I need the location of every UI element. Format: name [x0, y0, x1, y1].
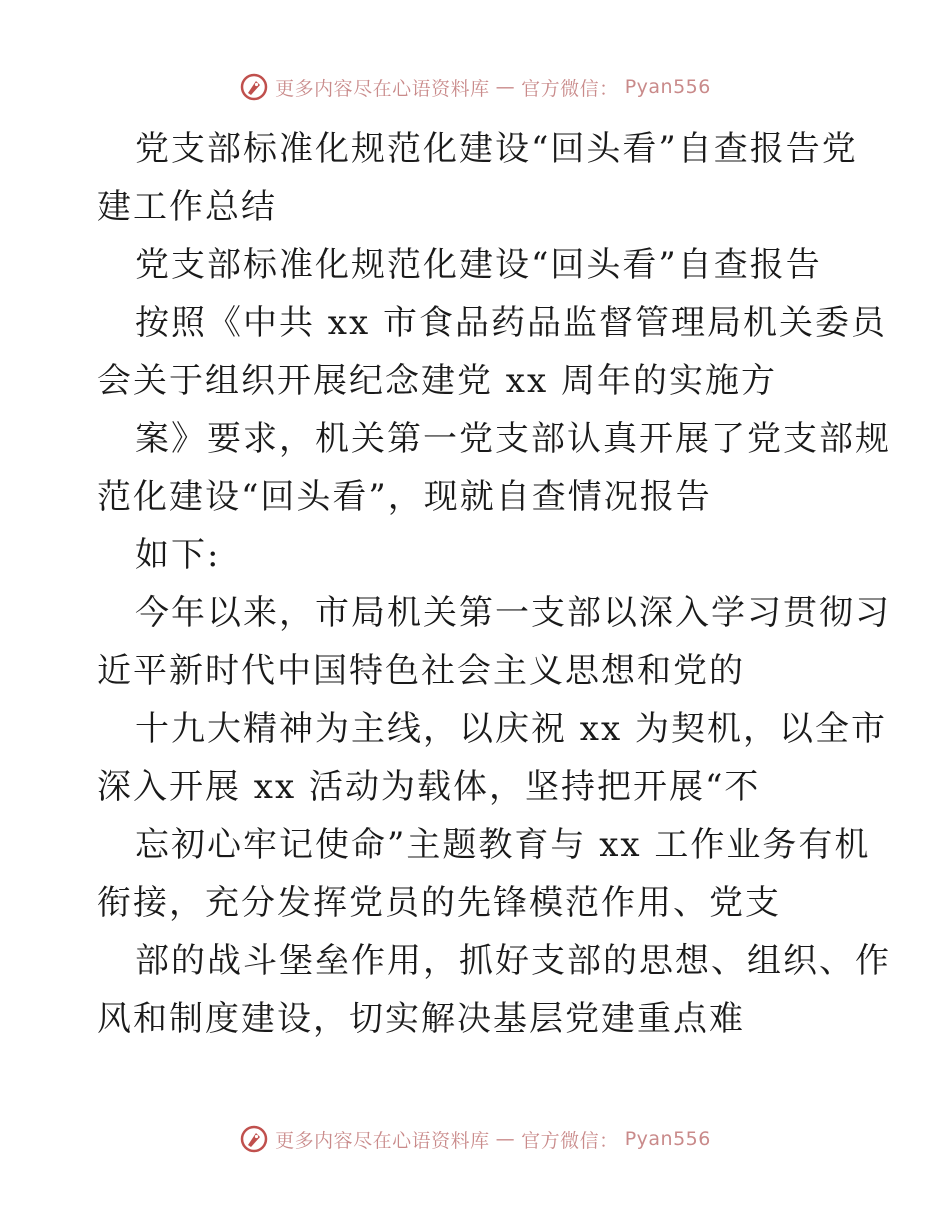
document-body: [97, 120, 891, 1048]
watermark-wechat-id: Pyan556: [624, 76, 711, 98]
doc-line: 部的战斗堡垒作用，抓好支部的思想、组织、作: [135, 941, 891, 981]
doc-line: 近平新时代中国特色社会主义思想和党的: [97, 651, 745, 691]
pen-nib-seal-logo-icon: [239, 72, 269, 102]
watermark-site-name: 更多内容尽在心语资料库: [275, 77, 490, 100]
watermark-wechat-id: Pyan556: [624, 1128, 711, 1150]
doc-line: 党支部标准化规范化建设“回头看”自查报告党: [135, 129, 858, 169]
doc-line: 如下:: [135, 535, 221, 575]
footer-watermark: [0, 1124, 950, 1154]
doc-line: 十九大精神为主线，以庆祝 xx 为契机，以全市: [135, 709, 887, 749]
watermark-wechat-label: 官方微信：: [521, 77, 619, 100]
doc-line: 会关于组织开展纪念建党 xx 周年的实施方: [97, 361, 777, 401]
watermark-dash: —: [495, 76, 516, 98]
watermark-site-name: 更多内容尽在心语资料库: [275, 1129, 490, 1152]
watermark-wechat-label: 官方微信：: [521, 1129, 619, 1152]
doc-line: 深入开展 xx 活动为载体，坚持把开展“不: [97, 767, 761, 807]
doc-line: 忘初心牢记使命”主题教育与 xx 工作业务有机: [135, 825, 871, 865]
doc-line: 今年以来，市局机关第一支部以深入学习贯彻习: [135, 593, 891, 633]
pen-nib-seal-logo-icon: [239, 1124, 269, 1154]
doc-line: 党支部标准化规范化建设“回头看”自查报告: [135, 245, 822, 285]
doc-line: 风和制度建设，切实解决基层党建重点难: [97, 999, 745, 1039]
doc-line: 范化建设“回头看”，现就自查情况报告: [97, 477, 712, 517]
doc-line: 案》要求，机关第一党支部认真开展了党支部规: [135, 419, 891, 459]
doc-line: 按照《中共 xx 市食品药品监督管理局机关委员: [135, 303, 887, 343]
header-watermark: [0, 72, 950, 102]
doc-line: 建工作总结: [97, 187, 277, 227]
watermark-dash: —: [495, 1128, 516, 1150]
doc-line: 衔接，充分发挥党员的先锋模范作用、党支: [97, 883, 781, 923]
